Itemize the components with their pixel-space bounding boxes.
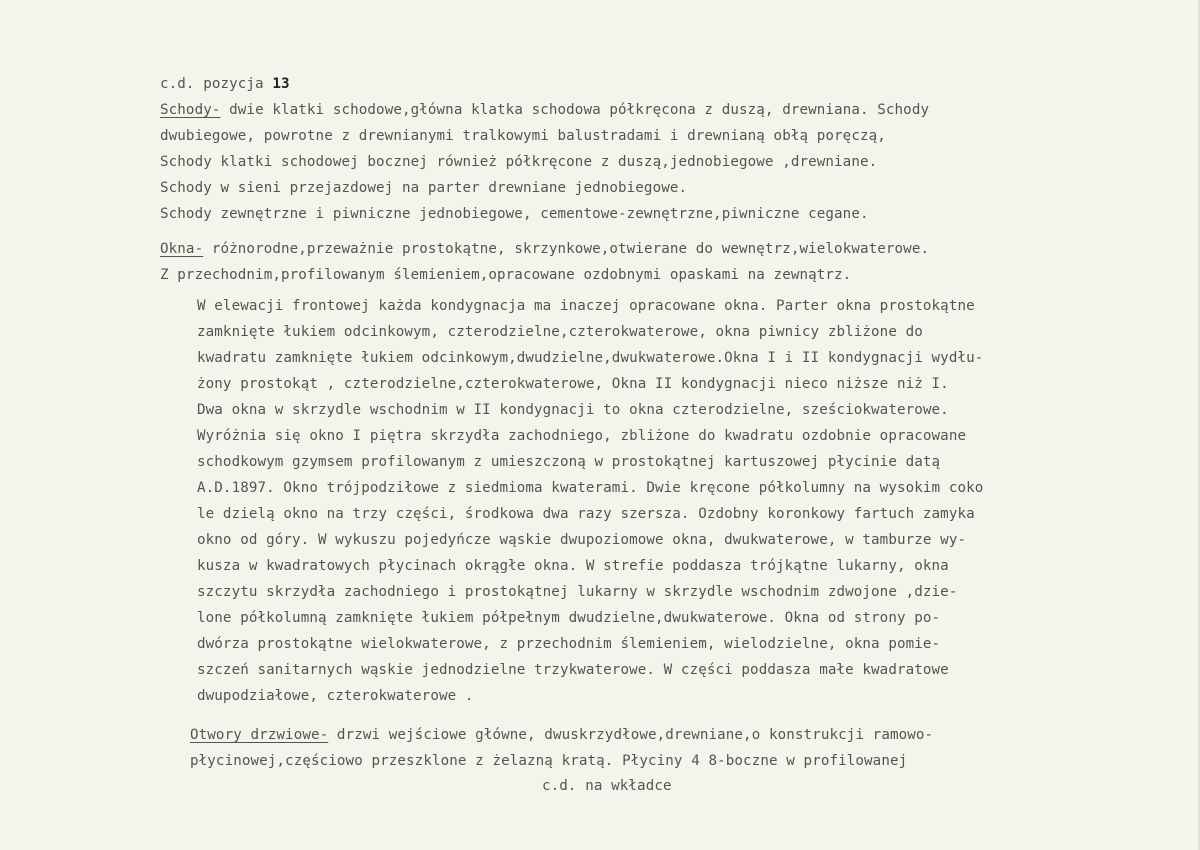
okna-line-6: żony prostokąt , czterodzielne,czterokwaterowe, Okna II kondygnacji nieco niższe niż I. (197, 376, 949, 392)
okna-line-11: le dzielą okno na trzy części, środkowa dwa razy szersza. Ozdobny koronkowy fartuch zamyka (197, 506, 975, 522)
okna-line-2: Z przechodnim,profilowanym ślemieniem,opracowane ozdobnymi opaskami na zewnątrz. (160, 267, 852, 283)
header-number: 13 (272, 76, 290, 92)
okna-line-17: szczeń sanitarnych wąskie jednodzielne trzykwaterowe. W części poddasza małe kwadratowe (197, 662, 949, 678)
otwory-line-2: płycinowej,częściowo przeszklone z żelazną kratą. Płyciny 4 8-boczne w profilowanej (190, 753, 908, 769)
okna-line-12: okno od góry. W wykuszu pojedyńcze wąskie dwupoziomowe okna, dwukwaterowe, w tamburze wy- (197, 532, 967, 548)
okna-line-1 (160, 241, 929, 257)
otwory-heading: Otwory drzwiowe- (190, 727, 329, 743)
schody-heading: Schody- (160, 102, 221, 118)
okna-heading: Okna- (160, 241, 204, 257)
schody-line-3: Schody klatki schodowej bocznej również półkręcone z duszą,jednobiegowe ,drewniane. (160, 154, 878, 170)
okna-line-9: schodkowym gzymsem profilowanym z umieszczoną w prostokątnej kartuszowej płycinie datą (197, 454, 941, 470)
otwory-text: drzwi wejściowe główne, dwuskrzydłowe,drewniane,o konstrukcji ramowo- (328, 727, 934, 743)
schody-text: dwie klatki schodowe,główna klatka schodowa półkręcona z duszą, drewniana. Schody (220, 102, 930, 118)
okna-line-5: kwadratu zamknięte łukiem odcinkowym,dwudzielne,dwukwaterowe.Okna I i II kondygnacji wydłu- (197, 350, 984, 366)
okna-line-10: A.D.1897. Okno trójpodziłowe z siedmioma kwaterami. Dwie kręcone półkolumny na wysokim coko (197, 480, 984, 496)
okna-line-13: kusza w kwadratowych płycinach okrągłe okna. W strefie poddasza trójkątne lukarny, okna (197, 558, 949, 574)
schody-line-1 (160, 102, 929, 118)
okna-line-8: Wyróżnia się okno I piętra skrzydła zachodniego, zbliżone do kwadratu ozdobnie opracowane (197, 428, 967, 444)
okna-line-3: W elewacji frontowej każda kondygnacja ma inaczej opracowane okna. Parter okna prostokątne (197, 298, 975, 314)
okna-line-7: Dwa okna w skrzydle wschodnim w II kondygnacji to okna czterodzielne, sześciokwaterowe. (197, 402, 949, 418)
footer-continuation: c.d. na wkładce (542, 778, 672, 794)
otwory-line-1 (190, 727, 933, 743)
okna-line-14: szczytu skrzydła zachodniego i prostokątnej lukarny w skrzydle wschodnim zdwojone ,dzie- (197, 584, 958, 600)
schody-line-4: Schody w sieni przejazdowej na parter drewniane jednobiegowe. (160, 180, 688, 196)
okna-line-15: lone półkolumną zamknięte łukiem półpełnym dwudzielne,dwukwaterowe. Okna od strony po- (197, 610, 941, 626)
header-line (160, 76, 290, 92)
schody-line-2: dwubiegowe, powrotne z drewnianymi tralkowymi balustradami i drewnianą obłą poręczą, (160, 128, 886, 144)
schody-line-5: Schody zewnętrzne i piwniczne jednobiegowe, cementowe-zewnętrzne,piwniczne cegane. (160, 206, 869, 222)
okna-text: różnorodne,przeważnie prostokątne, skrzynkowe,otwierane do wewnętrz,wielokwaterowe. (203, 241, 930, 257)
okna-line-16: dwórza prostokątne wielokwaterowe, z przechodnim ślemieniem, wielodzielne, okna pomie- (197, 636, 941, 652)
header-label: c.d. pozycja (160, 76, 273, 92)
okna-line-18: dwupodziałowe, czterokwaterowe . (197, 688, 474, 704)
okna-line-4: zamknięte łukiem odcinkowym, czterodzielne,czterokwaterowe, okna piwnicy zbliżone do (197, 324, 923, 340)
